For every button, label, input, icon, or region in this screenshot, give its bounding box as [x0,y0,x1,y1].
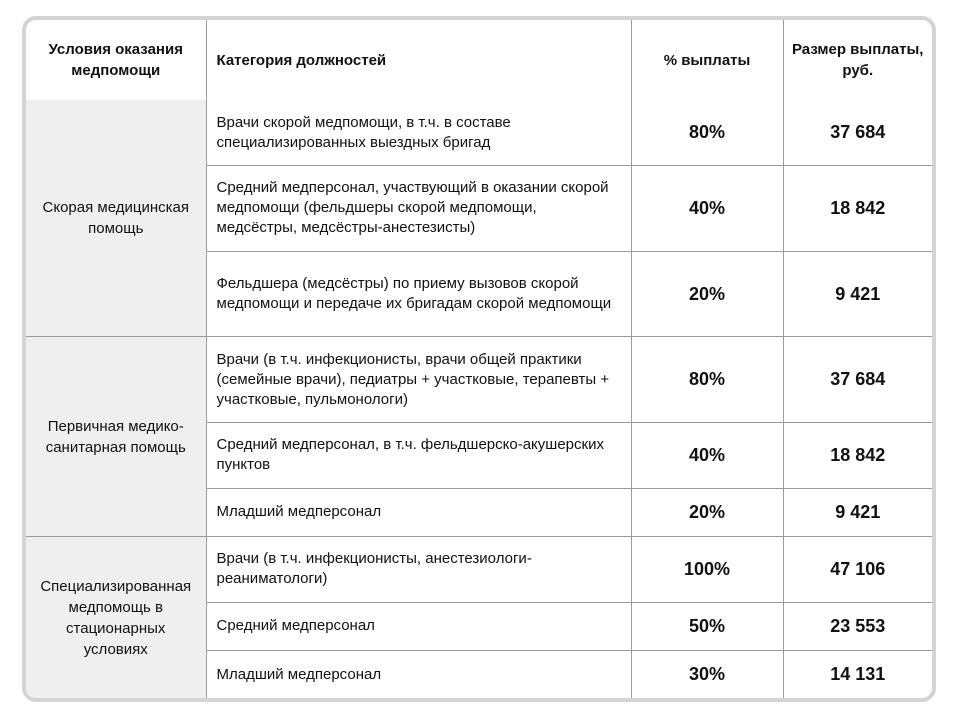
percent-cell: 100% [631,537,783,603]
amount-cell: 47 106 [783,537,932,603]
header-percent: % выплаты [631,20,783,100]
amount-cell: 9 421 [783,251,932,337]
percent-cell: 20% [631,251,783,337]
condition-cell: Первичная медико-санитарная помощь [26,337,206,537]
amount-cell: 23 553 [783,602,932,650]
category-cell: Средний медперсонал, участвующий в оказании скорой медпомощи (фельдшеры скорой медпомощи, медсёстры, медсёстры-анестезисты) [206,166,631,252]
category-cell: Врачи (в т.ч. инфекционисты, врачи общей практики (семейные врачи), педиатры + участковые, терапевты + участковые, пульмонологи) [206,337,631,423]
category-cell: Младший медперсонал [206,488,631,536]
category-cell: Фельдшера (медсёстры) по приему вызовов скорой медпомощи и передаче их бригадам скорой медпомощи [206,251,631,337]
payments-table-frame [22,16,936,702]
category-cell: Врачи скорой медпомощи, в т.ч. в составе специализированных выездных бригад [206,100,631,166]
amount-cell: 37 684 [783,100,932,166]
amount-cell: 37 684 [783,337,932,423]
payments-table [26,20,932,698]
condition-cell: Специализированная медпомощь в стационарных условиях [26,537,206,698]
amount-cell: 18 842 [783,166,932,252]
category-cell: Средний медперсонал [206,602,631,650]
amount-cell: 9 421 [783,488,932,536]
amount-cell: 14 131 [783,651,932,698]
category-cell: Средний медперсонал, в т.ч. фельдшерско-акушерских пунктов [206,423,631,489]
header-condition: Условия оказания медпомощи [26,20,206,100]
table-row [26,537,932,603]
percent-cell: 50% [631,602,783,650]
percent-cell: 40% [631,423,783,489]
category-cell: Младший медперсонал [206,651,631,698]
percent-cell: 80% [631,100,783,166]
header-amount: Размер выплаты, руб. [783,20,932,100]
percent-cell: 80% [631,337,783,423]
amount-cell: 18 842 [783,423,932,489]
condition-cell: Скорая медицинская помощь [26,100,206,337]
percent-cell: 30% [631,651,783,698]
category-cell: Врачи (в т.ч. инфекционисты, анестезиологи-реаниматологи) [206,537,631,603]
header-row [26,20,932,100]
percent-cell: 20% [631,488,783,536]
table-row [26,100,932,166]
header-category: Категория должностей [206,20,631,100]
percent-cell: 40% [631,166,783,252]
table-row [26,337,932,423]
